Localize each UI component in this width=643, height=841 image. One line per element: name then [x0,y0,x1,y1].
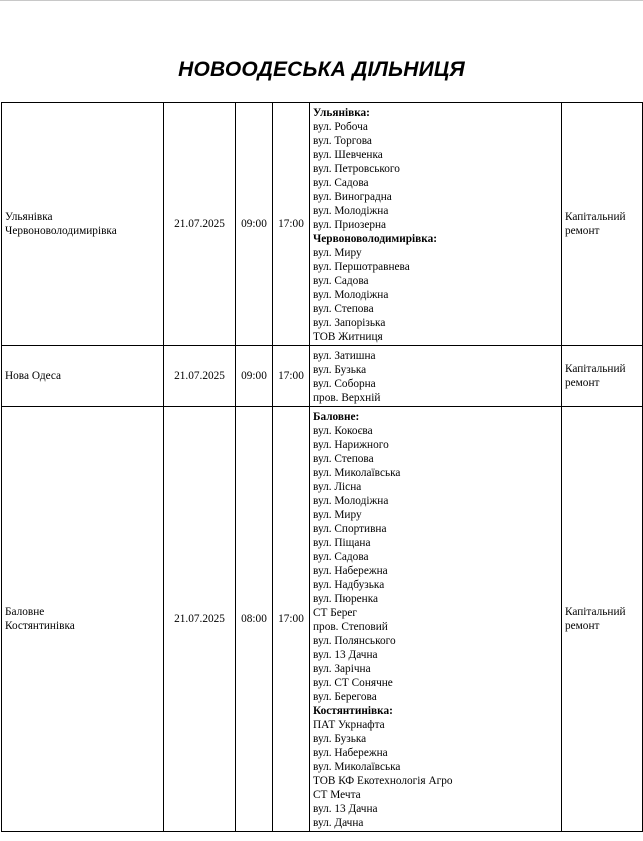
address-item: вул. Молодіжна [313,289,389,301]
address-item: вул. Молодіжна [313,495,389,507]
address-item: вул. Виноградна [313,191,392,203]
addresses-cell [310,407,562,832]
table-row [2,346,643,407]
address-group-heading: Червоноволодимирівка: [313,233,438,245]
address-item: вул. Торгова [313,135,372,147]
date-cell [164,407,236,832]
date-cell [164,346,236,407]
address-item: вул. СТ Сонячне [313,677,393,689]
address-item: вул. Миколаївська [313,467,401,479]
address-item: вул. Кокоєва [313,425,373,437]
outage-date: 21.07.2025 [174,613,225,625]
settlement-cell [2,346,164,407]
settlement-name: Червоноволодимирівка [5,225,117,237]
start-time-cell [236,103,273,346]
address-item: вул. Бузька [313,364,367,376]
address-item: вул. Петровського [313,163,400,175]
address-item: вул. Затишна [313,350,376,362]
settlement-name: Костянтинівка [5,620,75,632]
start-time-cell [236,346,273,407]
address-item: вул. Набережна [313,565,388,577]
work-type-cell [562,407,643,832]
address-group-heading: Баловне: [313,411,360,423]
address-item: вул. Робоча [313,121,368,133]
table-row [2,407,643,832]
address-item: вул. Бузька [313,733,367,745]
address-item: вул. Лісна [313,481,362,493]
address-item: СТ Берег [313,607,358,619]
address-item: ПАТ Укрнафта [313,719,385,731]
work-type: ремонт [565,620,600,632]
end-time: 17:00 [278,218,304,230]
end-time: 17:00 [278,370,304,382]
address-item: вул. Миколаївська [313,761,401,773]
address-item: вул. Нарижного [313,439,389,451]
settlement-name: Нова Одеса [5,370,62,382]
start-time: 09:00 [241,218,267,230]
end-time-cell [273,103,310,346]
top-divider [0,0,643,1]
date-cell [164,103,236,346]
work-type-cell [562,103,643,346]
address-item: пров. Верхній [313,392,381,404]
address-item: вул. Степова [313,453,374,465]
outage-date: 21.07.2025 [174,218,225,230]
address-item: вул. Дачна [313,817,364,829]
address-item: вул. 13 Дачна [313,649,378,661]
address-item: вул. Миру [313,247,362,259]
address-item: вул. Набережна [313,747,388,759]
address-item: вул. Пюренка [313,593,379,605]
addresses-cell [310,103,562,346]
start-time-cell [236,407,273,832]
work-type: Капітальний [565,363,626,375]
address-item: вул. Садова [313,275,369,287]
end-time-cell [273,407,310,832]
address-item: вул. Запорізька [313,317,386,329]
address-group-heading: Костянтинівка: [313,705,393,717]
address-item: вул. Шевченка [313,149,383,161]
end-time: 17:00 [278,613,304,625]
address-item: вул. Садова [313,551,369,563]
address-item: вул. Полянського [313,635,396,647]
address-item: вул. Садова [313,177,369,189]
address-item: вул. 13 Дачна [313,803,378,815]
address-item: вул. Приозерна [313,219,387,231]
address-item: вул. Піщана [313,537,371,549]
settlement-cell [2,103,164,346]
settlement-cell [2,407,164,832]
address-item: вул. Молодіжна [313,205,389,217]
end-time-cell [273,346,310,407]
work-type: ремонт [565,225,600,237]
address-item: вул. Зарічна [313,663,371,675]
address-item: СТ Мечта [313,789,361,801]
addresses-cell [310,346,562,407]
work-type: Капітальний [565,606,626,618]
work-type-cell [562,346,643,407]
address-item: вул. Миру [313,509,362,521]
address-item: ТОВ Житниця [313,331,383,343]
address-item: вул. Соборна [313,378,376,390]
address-item: вул. Першотравнева [313,261,410,273]
work-type: ремонт [565,377,600,389]
address-item: вул. Степова [313,303,374,315]
address-item: вул. Спортивна [313,523,387,535]
start-time: 08:00 [241,613,267,625]
address-item: пров. Степовий [313,621,388,633]
page-title: НОВООДЕСЬКА ДІЛЬНИЦЯ [178,58,465,81]
settlement-name: Ульянівка [5,211,53,223]
table-row [2,103,643,346]
address-item: вул. Надбузька [313,579,385,591]
start-time: 09:00 [241,370,267,382]
address-item: ТОВ КФ Екотехнологія Агро [313,775,453,787]
address-item: вул. Берегова [313,691,377,703]
work-type: Капітальний [565,211,626,223]
outage-schedule-table [1,102,643,832]
outage-date: 21.07.2025 [174,370,225,382]
address-group-heading: Ульянівка: [313,107,370,119]
settlement-name: Баловне [5,606,45,618]
